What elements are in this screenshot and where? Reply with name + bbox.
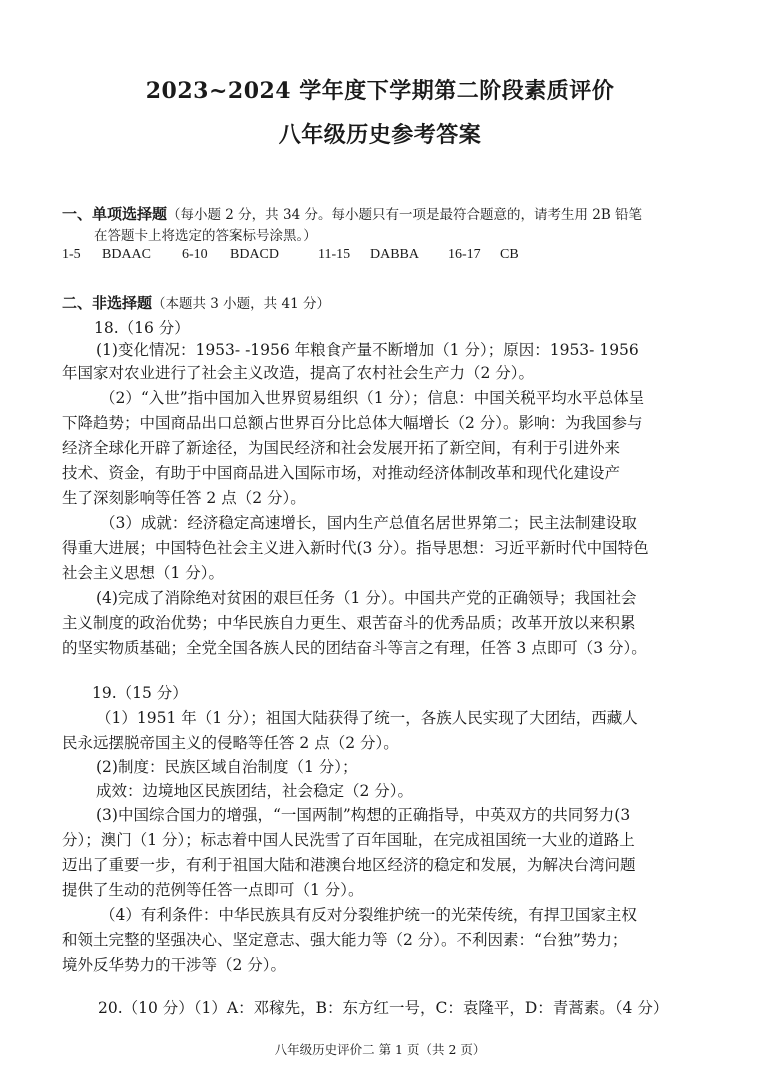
q19-line: （1）1951 年（1 分）；祖国大陆获得了统一，各族人民实现了大团结，西藏人 (96, 709, 638, 727)
q19-line: (2)制度：民族区域自治制度（1 分）； (96, 758, 358, 776)
q19-line: 和领土完整的坚强决心、坚定意志、强大能力等（2 分）。不利因素：“台独”势力； (62, 931, 628, 949)
answer-range: 6-10 (182, 247, 208, 262)
answer-value: BDACD (230, 247, 280, 262)
answer-value: BDAAC (102, 247, 152, 262)
q19-line: 提供了生动的范例等任答一点即可（1 分）。 (62, 881, 364, 899)
q19-line: (3)中国综合国力的增强，“一国两制”构想的正确指导，中英双方的共同努力(3 (96, 806, 631, 824)
q19-line: 迈出了重要一步，有利于祖国大陆和港澳台地区经济的稳定和发展，为解决台湾问题 (62, 856, 636, 874)
q19-line: 成效：边境地区民族团结，社会稳定（2 分）。 (96, 782, 414, 800)
q18-line: (4)完成了消除绝对贫困的艰巨任务（1 分）。中国共产党的正确领导；我国社会 (96, 589, 637, 607)
q18-line: 技术、资金，有助于中国商品进入国际市场，对推动经济体制改革和现代化建设产 (62, 464, 621, 482)
q18-line: （2）“入世”指中国加入世界贸易组织（1 分）；信息：中国关税平均水平总体呈 (100, 389, 645, 407)
q19-line: 分）；澳门（1 分）；标志着中国人民洗雪了百年国耻，在完成祖国统一大业的道路上 (62, 831, 635, 849)
q19-line: （4）有利条件：中华民族具有反对分裂维护统一的光荣传统，有捍卫国家主权 (100, 906, 637, 924)
answer-range: 11-15 (318, 247, 351, 262)
page-footer: 八年级历史评价二 第 1 页（共 2 页） (274, 1042, 486, 1057)
section2-heading: 二、非选择题 (62, 294, 153, 312)
document-subtitle: 八年级历史参考答案 (278, 122, 482, 148)
q18-line: （3）成就：经济稳定高速增长，国内生产总值名居世界第二；民主法制建设取 (100, 514, 637, 532)
section1-heading: 一、单项选择题 (62, 205, 168, 223)
section1-heading-line (62, 203, 722, 224)
q18-line: 生了深刻影响等任答 2 点（2 分）。 (62, 489, 306, 507)
q18-line: 的坚实物质基础；全党全国各族人民的团结奋斗等言之有理，任答 3 点即可（3 分）。 (62, 639, 647, 657)
answer-value: CB (500, 247, 519, 262)
q19-line: 境外反华势力的干涉等（2 分）。 (62, 956, 287, 974)
q18-label: 18.（16 分） (94, 319, 190, 337)
q18-line: (1)变化情况：1953- -1956 年粮食产量不断增加（1 分）；原因：1953- 1956 (96, 341, 639, 359)
q18-line: 主义制度的政治优势；中华民族自力更生、艰苦奋斗的优秀品质；改革开放以来积累 (62, 614, 636, 632)
section2-heading-line (62, 292, 330, 313)
q18-line: 下降趋势；中国商品出口总额占世界百分比总体大幅增长（2 分）。影响：为我国参与 (62, 414, 643, 432)
document-title: 2023~2024 学年度下学期第二阶段素质评价 (145, 78, 615, 104)
q19-line: 民永远摆脱帝国主义的侵略等任答 2 点（2 分）。 (62, 734, 399, 752)
section1-note-line2: 在答题卡上将选定的答案标号涂黑。） (94, 228, 317, 244)
section1-answers (62, 247, 540, 263)
q18-line: 得重大进展；中国特色社会主义进入新时代(3 分）。指导思想：习近平新时代中国特色 (62, 539, 649, 557)
q19-label: 19.（15 分） (92, 684, 188, 702)
q18-line: 经济全球化开辟了新途径，为国民经济和社会发展开拓了新空间，有利于引进外来 (62, 439, 621, 457)
q18-line: 社会主义思想（1 分）。 (62, 564, 225, 582)
answer-value: DABBA (370, 247, 420, 262)
section1-note: （每小题 2 分，共 34 分。每小题只有一项是最符合题意的，请考生用 2B 铅笔 (167, 207, 643, 223)
answer-range: 1-5 (62, 247, 81, 262)
section2-note: （本题共 3 小题，共 41 分） (152, 296, 330, 312)
q18-line: 年国家对农业进行了社会主义改造，提高了农村社会生产力（2 分）。 (62, 364, 535, 382)
answer-range: 16-17 (448, 247, 481, 262)
q20-line: 20.（10 分）（1）A：邓稼先，B：东方红一号，C：袁隆平，D：青蒿素。（4 分） (98, 999, 669, 1017)
